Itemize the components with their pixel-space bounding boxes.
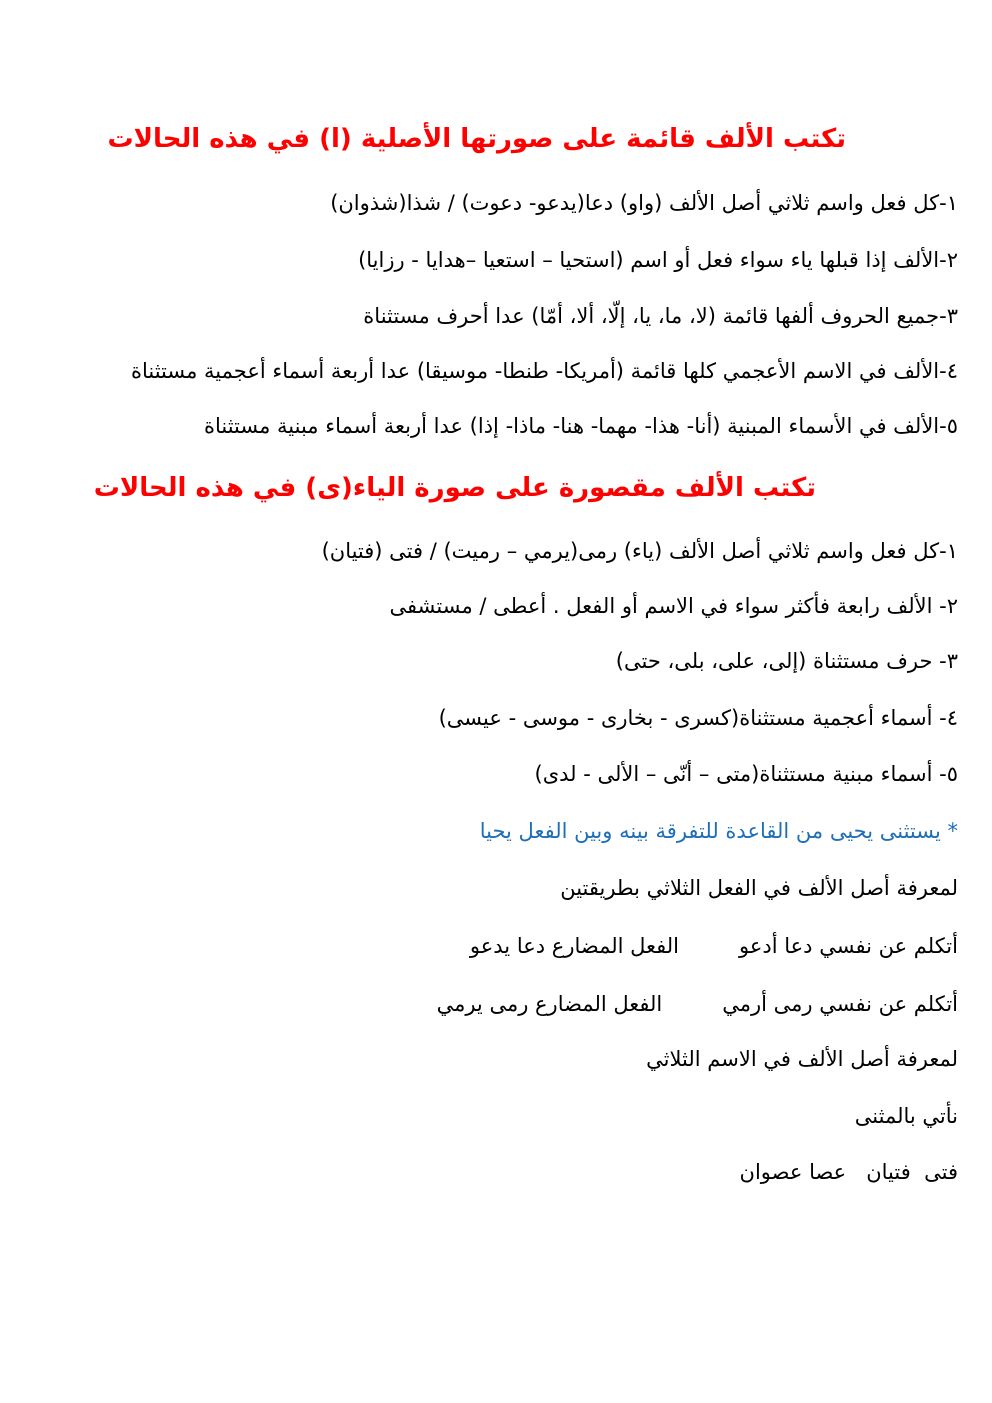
section1-title: تكتب الألف قائمة على صورتها الأصلية (ا) في هذه الحالات — [107, 124, 846, 154]
section1-item-4: ٤-الألف في الاسم الأعجمي كلها قائمة (أمريكا- طنطا- موسيقا) عدا أربعة أسماء أعجمية مستثناة — [130, 359, 958, 383]
section2-item-5: ٥- أسماء مبنية مستثناة(متى – أنّى – الألى - لدى) — [534, 762, 958, 786]
verb-origin-row-1-first: أتكلم عن نفسي دعا أدعو — [739, 934, 958, 958]
section2-item-4: ٤- أسماء أعجمية مستثناة(كسرى - بخارى - موسى - عيسى) — [438, 706, 958, 730]
noun-origin-title: لمعرفة أصل الألف في الاسم الثلاثي — [646, 1047, 958, 1071]
verb-origin-title: لمعرفة أصل الألف في الفعل الثلاثي بطريقتين — [560, 876, 958, 900]
noun-origin-example: فتى فتيان عصا عصوان — [739, 1160, 958, 1184]
verb-origin-row-2-first: أتكلم عن نفسي رمى أرمي — [722, 992, 958, 1016]
noun-origin-method: نأتي بالمثنى — [854, 1104, 958, 1128]
section1-item-3: ٣-جميع الحروف ألفها قائمة (لا، ما، يا، إلّا، ألا، أمّا) عدا أحرف مستثناة — [363, 304, 958, 328]
section2-item-3: ٣- حرف مستثناة (إلى، على، بلى، حتى) — [615, 649, 958, 673]
verb-origin-row-1-second: الفعل المضارع دعا يدعو — [469, 934, 680, 958]
verb-origin-row-2 — [437, 988, 958, 1020]
section2-title: تكتب الألف مقصورة على صورة الياء(ى) في هذه الحالات — [93, 473, 816, 503]
section1-item-2: ٢-الألف إذا قبلها ياء سواء فعل أو اسم (استحيا – استعيا –هدايا - رزايا) — [358, 248, 958, 272]
verb-origin-row-2-second: الفعل المضارع رمى يرمي — [436, 992, 663, 1016]
section1-item-1: ١-كل فعل واسم ثلاثي أصل الألف (واو) دعا(يدعو- دعوت) / شذا(شذوان) — [330, 191, 958, 215]
section2-item-1: ١-كل فعل واسم ثلاثي أصل الألف (ياء) رمى(يرمي – رميت) / فتى (فتيان) — [321, 539, 958, 563]
verb-origin-row-1 — [470, 930, 958, 962]
section2-item-2: ٢- الألف رابعة فأكثر سواء في الاسم أو الفعل . أعطى / مستشفى — [389, 594, 958, 618]
section1-item-5: ٥-الألف في الأسماء المبنية (أنا- هذا- مهما- هنا- ماذا- إذا) عدا أربعة أسماء مبنية مستثناة — [203, 414, 958, 438]
exception-note: * يستثنى يحيى من القاعدة للتفرقة بينه وبين الفعل يحيا — [479, 819, 958, 843]
